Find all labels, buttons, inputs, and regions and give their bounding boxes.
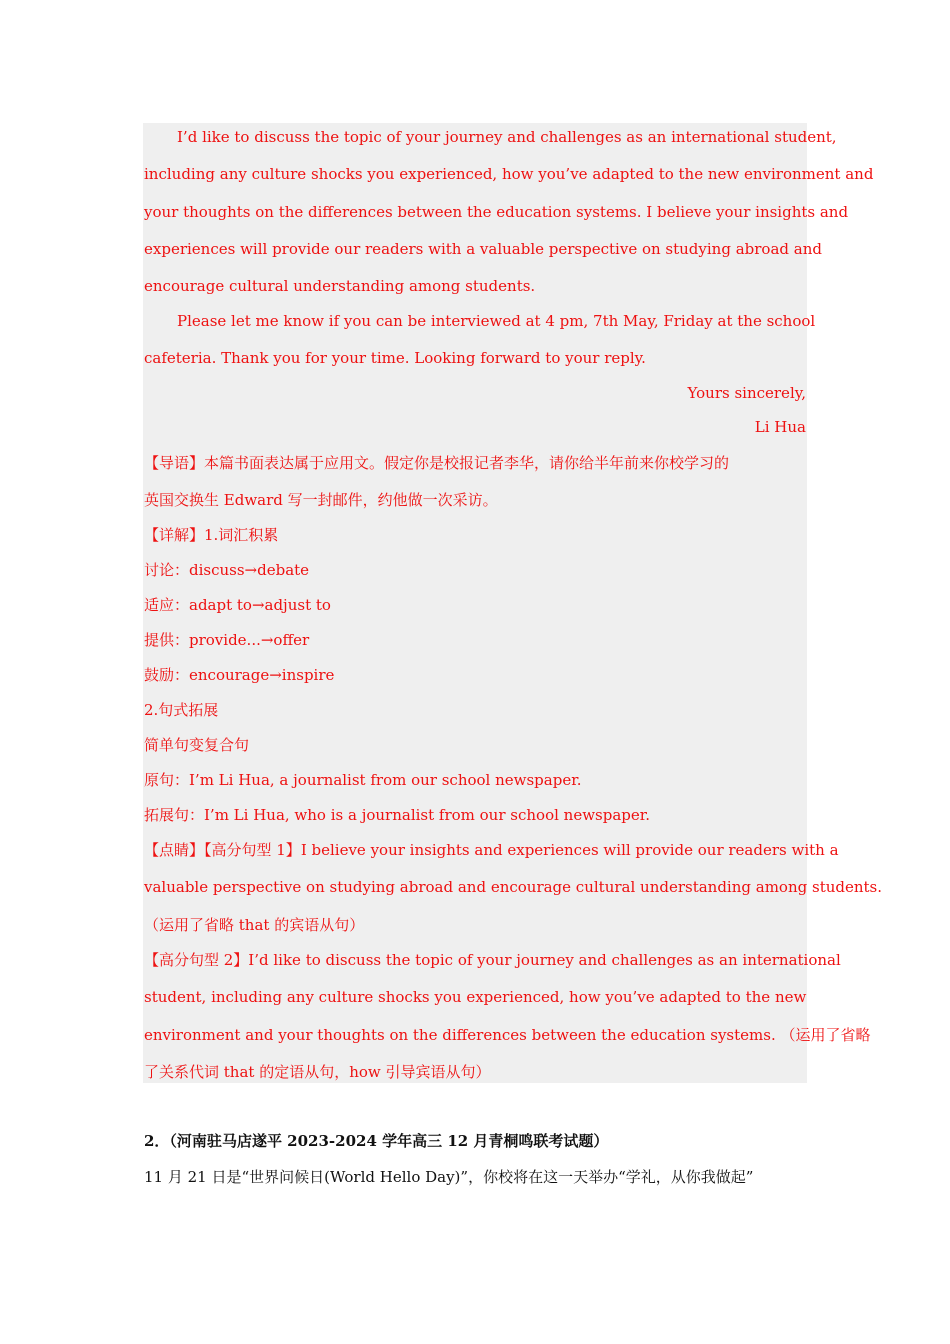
highlight2-line: 了关系代词 that 的定语从句，how 引导宾语从句） xyxy=(144,1063,491,1081)
letter-p1-line: encourage cultural understanding among students. xyxy=(144,277,536,295)
highlight2-line: student, including any culture shocks you experienced, how you’ve adapted to the new xyxy=(144,988,807,1006)
highlight2-line: 【高分句型 2】I’d like to discuss the topic of your journey and challenges as an international xyxy=(144,951,841,969)
letter-p1-line: your thoughts on the differences between the education systems. I believe your insights and xyxy=(144,203,849,221)
letter-p1-line: experiences will provide our readers with a valuable perspective on studying abroad and xyxy=(144,240,822,258)
vocab-item: 适应：adapt to→adjust to xyxy=(144,596,331,614)
highlight2-line: environment and your thoughts on the differences between the education systems. （运用了省略 xyxy=(144,1026,871,1044)
letter-p2-line: cafeteria. Thank you for your time. Looking forward to your reply. xyxy=(144,349,646,367)
letter-p2-line: Please let me know if you can be interviewed at 4 pm, 7th May, Friday at the school xyxy=(177,312,816,330)
letter-signature: Li Hua xyxy=(754,418,806,436)
highlight1-line: 【点睛】【高分句型 1】I believe your insights and experiences will provide our readers with a xyxy=(144,841,839,859)
vocab-item: 讨论：discuss→debate xyxy=(144,561,310,579)
vocab-item: 鼓励：encourage→inspire xyxy=(144,666,335,684)
highlight1-note: （运用了省略 that 的宾语从句） xyxy=(144,916,365,934)
intro-line: 【导语】本篇书面表达属于应用文。假定你是校报记者李华，请你给半年前来你校学习的 xyxy=(144,454,730,472)
question2-text: 11 月 21 日是“世界问候日(World Hello Day)”，你校将在这一天举办“学礼，从你我做起” xyxy=(144,1168,754,1186)
intro-line: 英国交换生 Edward 写一封邮件，约他做一次采访。 xyxy=(144,491,498,509)
letter-p1-line: including any culture shocks you experienced, how you’ve adapted to the new environment and xyxy=(144,165,874,183)
letter-closing: Yours sincerely, xyxy=(687,384,806,402)
detail-heading: 【详解】1.词汇积累 xyxy=(144,526,279,544)
letter-p1-line: I’d like to discuss the topic of your journey and challenges as an international student, xyxy=(177,128,837,146)
vocab-item: 提供：provide...→offer xyxy=(144,631,310,649)
section2-subheading: 简单句变复合句 xyxy=(144,736,250,754)
question2-heading: 2．（河南驻马店遂平 2023-2024 学年高三 12 月青桐鸣联考试题） xyxy=(144,1132,609,1150)
original-sentence: 原句：I’m Li Hua, a journalist from our school newspaper. xyxy=(144,771,582,789)
expanded-sentence: 拓展句：I’m Li Hua, who is a journalist from our school newspaper. xyxy=(144,806,651,824)
section2-heading: 2.句式拓展 xyxy=(144,701,219,719)
highlight1-line: valuable perspective on studying abroad and encourage cultural understanding among students. xyxy=(144,878,883,896)
